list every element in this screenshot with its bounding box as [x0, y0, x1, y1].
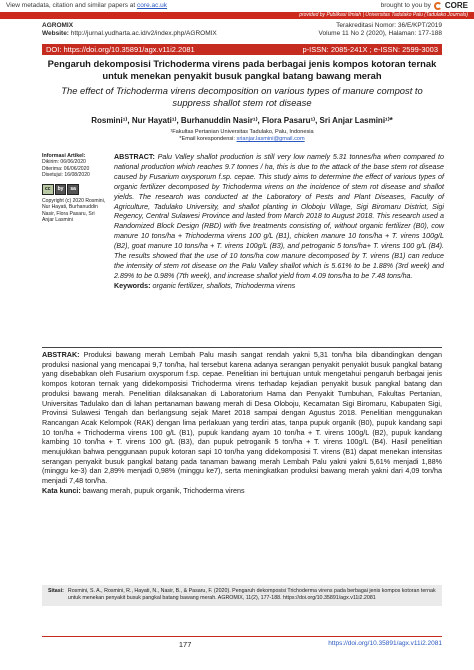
issn-text: p-ISSN: 2085-241X ; e-ISSN: 2599-3003 [302, 45, 438, 54]
core-brand [381, 1, 468, 10]
abstrak-text: Produksi bawang merah Lembah Palu masih sangat rendah yakni 5,31 ton/ha bila dibandingkan dengan produksi nasional yang mencapai 9,7 ton/ha, hal tersebut karena adanya serangan penyakit penyakit busuk pangkal batang yang disebabkan oleh Fusarium oxysporum f.sp. cepae. Penelitian ini bertujuan untuk mengetahui pengaruh berbagai jenis kompos kotoran ternak yang didekomposisi Trichoderma virens terhadap kejadian penyakit busuk pangkal batang dan produksi bawang merah. Penelitian dilaksanakan di Laboratorium Hama dan Penyakit Tumbuhan, Fakultas Pertanian, Universitas Tadulako dan di lahan pertanaman bawang merah di Desa Oloboju, Kecamatan Sigi Biromaru, Kabupaten Sigi, Provinsi Sulawesi Tengah dan berlangsung sejak Maret 2018 sampai dengan Agustus 2018. Penelitian menggunakan Rancangan Acak Kelompok (RAK) dengan lima perlakuan yang terdiri atas, tanpa pupuk organik (B0), pupuk kandang sapi 10 ton/ha + Trichoderma virens 100 g/L (B1), pupuk kandang ayam 10 ton/ha + T. virens 100g/L (B2), pupuk kandang kambing 10 ton/ha + T. virens 100 g/L (B3), dan pupuk petroganik 5 ton/ha + T. virens 100g/L (B4). Hasil penelitian menujukkan bahwa penggunaan pupuk kotoran sapi 10 ton/ha yang didekomposisi T. virens (B1) dapat menekan intensitas serangan penyakit busuk pangkal batang pada tanaman bawang merah Lembah Palu yakni yakni 5,61% menjadi 1,88% (minggu ke-3) dan 2,89% menjadi 0,98% (minggu ke7), serta meningkatkan produksi bawang merah yakni dari 4,09 ton/ha menjadi 7,48 ton/ha. [42, 350, 443, 486]
citation-box [42, 585, 442, 606]
citation-text: Rosmini, S. A., Rosmini, R., Hayati, N., Nasir, B., & Pasaru, F. (2020). Pengaruh dekomposisi Trichoderma virens pada berbagai jenis kompos kotoran ternak untuk menekan penyakit busuk pangkal batang bawang merah. AGROMIX, 11(2), 177-188. https://doi.org/10.35891/agx.v11i2.2081 [67, 588, 436, 601]
email-label: *Email korespondensi: [179, 136, 235, 142]
brought-text: brought to you by [380, 2, 431, 9]
info-disetujui: Disetujui: 16/08/2020 [42, 171, 90, 178]
affiliation-block [42, 129, 442, 143]
footer-doi[interactable]: https://doi.org/10.35891/agx.v11i2.2081 [328, 640, 442, 647]
abstract-english [114, 153, 444, 292]
core-bar [0, 0, 474, 11]
journal-header [42, 22, 442, 38]
copyright: Copyright (c) 2020 Rosmini, Nur Hayati, Burhanuddin Nasir, Flora Pasaru, Sri Anjar Lasmini [42, 198, 106, 224]
core-link[interactable]: core.ac.uk [137, 2, 168, 9]
authors: Rosmini¹⁾, Nur Hayati¹⁾, Burhanuddin Nasir¹⁾, Flora Pasaru¹⁾, Sri Anjar Lasmini¹⁾* [91, 116, 393, 125]
affiliation: ¹Fakultas Pertanian Universitas Tadulako, Palu, Indonesia [170, 129, 314, 135]
keywords: organic fertilizer, shallots, Trichoderma virens [152, 281, 296, 290]
core-left-text: View metadata, citation and similar papers at [6, 2, 136, 9]
divider [42, 347, 442, 348]
website-line [42, 30, 217, 38]
cc-license-icon[interactable] [42, 184, 106, 195]
website-label: Website: [42, 30, 69, 37]
accreditation: Terakreditasi Nomor: 36/E/KPT/2019 [336, 22, 442, 29]
journal-name: AGROMIX [42, 22, 74, 29]
cc-icon: cc [42, 184, 54, 195]
volume: Volume 11 No 2 (2020), Halaman: 177-188 [318, 30, 442, 37]
cc-sa-icon: sa [67, 184, 79, 195]
core-left [6, 2, 167, 9]
info-heading: Informasi Artikel: [42, 153, 86, 159]
title-indonesian: Pengaruh dekomposisi Trichoderma virens pada berbagai jenis kompos kotoran ternak untuk menekan penyakit busuk pangkal batang bawang merah [47, 58, 437, 81]
page-number-text: 177 [178, 640, 192, 649]
abstrak-label: ABSTRAK: [42, 350, 80, 359]
core-logo-icon [434, 2, 442, 10]
abstract-label: ABSTRACT: [114, 153, 155, 161]
email-line [42, 136, 442, 143]
keywords-label: Keywords: [114, 281, 151, 290]
website-url[interactable]: http://jurnal.yudharta.ac.id/v2/index.php/AGROMIX [70, 30, 217, 37]
abstrak-indonesian [42, 350, 442, 496]
kata-kunci-label: Kata kunci: [42, 485, 81, 495]
core-logo: CORE [444, 1, 468, 10]
footer-divider [42, 636, 442, 637]
article-info [42, 153, 106, 223]
provided-by-bar: provided by Publikasi Ilmiah | Universitas Tadulako Palu (Tadulako Journals) [0, 12, 474, 19]
doi-bar [42, 44, 442, 55]
info-diterima: Diterima: 06/06/2020 [42, 165, 90, 172]
abstract-text: Palu Valley shallot production is still very low namely 5.31 tonnes/ha when compared to national production which reaches 9.7 tonnes / ha, this is due to the attack of the base stem rot disease caused by Fusarium oxysporum f.sp. cepae. This study aims to determine the effect of various types of organic fertilizer decomposed by Trichoderma virens on the incidence of stem rot disease and shallot yields. The research was conducted at the Laboratory of Pests and Plant Diseases, Faculty of Agriculture, Tadulako University, and shallot planting in Oloboju Village, Sigi Biromaru District, Sigi Regency, Central Sulawesi Province and lasted from March 2018 to August 2018. This research used a Randomized Block Design (RBD) with five treatments consisting of, without organic fertilizer (B0), cow manure 10 tons/ha + Trichoderma virens 100 g/L (B1), chicken manure 10 tons/ha + T. virens 100g/L (B2), goat manure 10 tons/ha + T. virens 100g/L (B3), and petroganic 5 tons/ha+ T. virens 100 g/L (B4). The results showed that the use of 10 tons/ha cow manure decomposed by T. virens (B1) can reduce the intensity of stem rot disease on the Palu Valley shallot which is 5.61% to be 1.88% (3rd week) and 2.89% to be 0.98% (7th week), and increase shallot yield from 4.09 tons/ha to be 7.48 tons/ha. [114, 153, 444, 280]
kata-kunci: bawang merah, pupuk organik, Trichoderma virens [82, 485, 245, 495]
doi-text[interactable]: DOI: https://doi.org/10.35891/agx.v11i2.2081 [46, 45, 195, 54]
email-link[interactable]: srianjar.lasmini@gmail.com [236, 136, 305, 142]
page-number [42, 640, 442, 649]
title-english: The effect of Trichoderma virens decomposition on various types of manure compost to suppress shallot stem rot disease [61, 85, 423, 108]
citation-label: Sitasi: [48, 588, 64, 594]
info-dikirim: Dikirim: 06/06/2020 [42, 159, 86, 166]
cc-by-icon: by [55, 184, 67, 195]
